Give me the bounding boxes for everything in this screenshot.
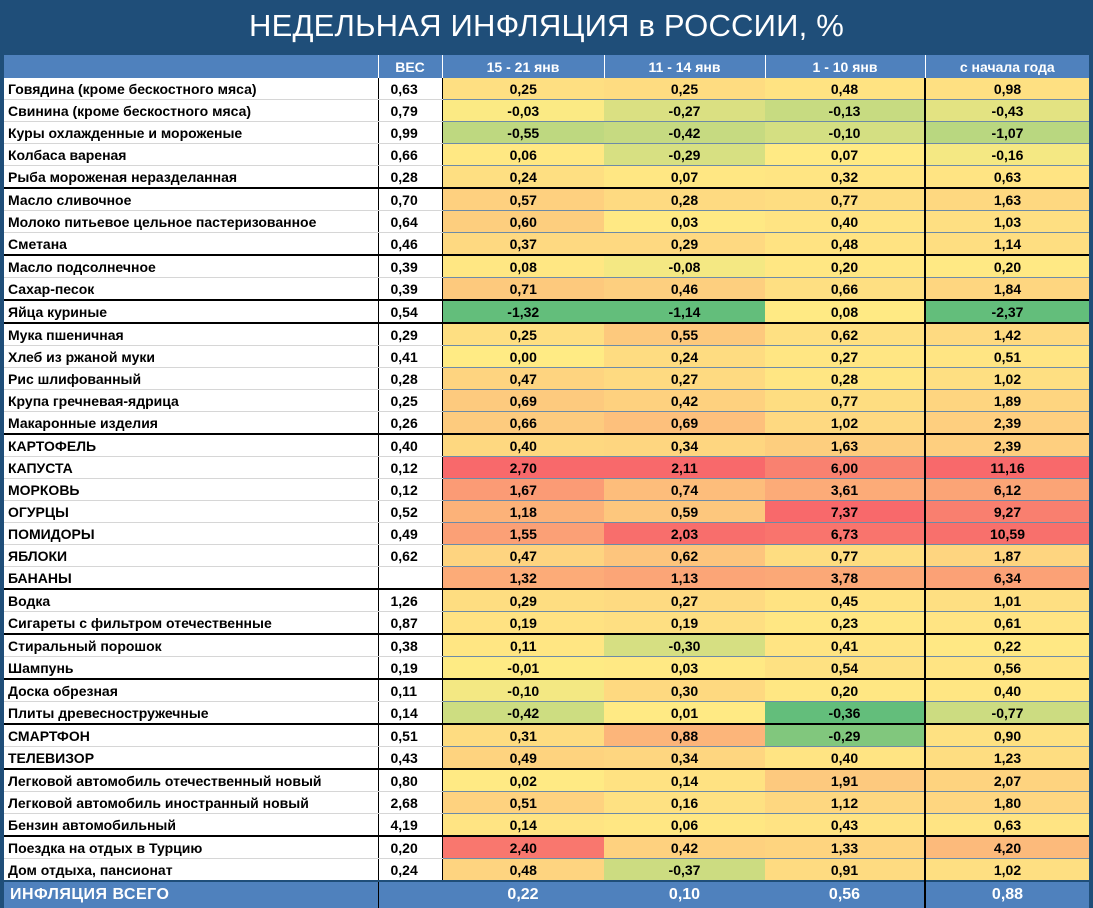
table-row (4, 657, 1089, 680)
heatmap-cell-week-1: 0,77 (765, 188, 925, 211)
row-weight: 0,12 (378, 457, 442, 479)
heatmap-cell-week-3: 2,70 (442, 457, 604, 479)
heatmap-cell-week-1: 0,43 (765, 814, 925, 837)
row-weight: 0,29 (378, 323, 442, 346)
row-weight: 0,24 (378, 859, 442, 882)
heatmap-cell-week-3: -0,01 (442, 657, 604, 680)
heatmap-cell-ytd: 0,40 (925, 679, 1089, 702)
table-row (4, 634, 1089, 657)
heatmap-cell-ytd: 1,89 (925, 390, 1089, 412)
row-name: ЯБЛОКИ (4, 545, 378, 567)
heatmap-cell-week-1: 1,91 (765, 769, 925, 792)
table-row (4, 346, 1089, 368)
heatmap-cell-week-1: 1,63 (765, 434, 925, 457)
row-name: Колбаса вареная (4, 144, 378, 166)
heatmap-cell-week-2: 0,28 (604, 188, 765, 211)
heatmap-cell-ytd: 0,56 (925, 657, 1089, 680)
table-row (4, 523, 1089, 545)
heatmap-cell-ytd: 1,63 (925, 188, 1089, 211)
heatmap-cell-week-3: 0,14 (442, 814, 604, 837)
header-week-3: 15 - 21 янв (442, 55, 604, 78)
heatmap-cell-week-1: 0,41 (765, 634, 925, 657)
heatmap-cell-week-3: 1,18 (442, 501, 604, 523)
row-name: ТЕЛЕВИЗОР (4, 747, 378, 770)
heatmap-cell-week-1: 0,07 (765, 144, 925, 166)
heatmap-cell-ytd: 0,90 (925, 724, 1089, 747)
row-name: КАПУСТА (4, 457, 378, 479)
row-name: МОРКОВЬ (4, 479, 378, 501)
row-name: Макаронные изделия (4, 412, 378, 435)
heatmap-cell-week-3: 0,47 (442, 545, 604, 567)
total-week-2: 0,10 (604, 881, 765, 908)
heatmap-cell-week-3: 0,37 (442, 233, 604, 256)
heatmap-cell-week-2: 0,24 (604, 346, 765, 368)
heatmap-cell-week-1: 0,48 (765, 78, 925, 100)
heatmap-cell-week-3: 0,19 (442, 612, 604, 635)
row-name: Сахар-песок (4, 278, 378, 301)
row-weight: 0,20 (378, 836, 442, 859)
table-row (4, 434, 1089, 457)
table-row (4, 78, 1089, 100)
heatmap-cell-week-1: 0,08 (765, 300, 925, 323)
table-row (4, 747, 1089, 770)
heatmap-cell-week-1: -0,10 (765, 122, 925, 144)
table-row (4, 188, 1089, 211)
row-weight: 0,49 (378, 523, 442, 545)
heatmap-cell-week-1: 0,77 (765, 390, 925, 412)
heatmap-cell-ytd: -0,43 (925, 100, 1089, 122)
heatmap-cell-week-1: 3,61 (765, 479, 925, 501)
table-row (4, 166, 1089, 189)
total-weight (378, 881, 442, 908)
row-weight: 0,80 (378, 769, 442, 792)
row-weight: 0,41 (378, 346, 442, 368)
row-weight: 0,12 (378, 479, 442, 501)
row-weight: 0,38 (378, 634, 442, 657)
row-weight: 0,62 (378, 545, 442, 567)
heatmap-cell-week-1: 0,62 (765, 323, 925, 346)
row-name: Яйца куриные (4, 300, 378, 323)
heatmap-cell-week-2: 0,27 (604, 589, 765, 612)
heatmap-cell-ytd: 6,34 (925, 567, 1089, 590)
row-weight: 0,43 (378, 747, 442, 770)
heatmap-cell-week-1: 0,91 (765, 859, 925, 882)
heatmap-cell-week-3: 0,71 (442, 278, 604, 301)
table-row (4, 100, 1089, 122)
row-name: Легковой автомобиль отечественный новый (4, 769, 378, 792)
heatmap-cell-week-2: 0,42 (604, 836, 765, 859)
heatmap-cell-ytd: 1,87 (925, 545, 1089, 567)
total-week-1: 0,56 (765, 881, 925, 908)
row-weight: 0,64 (378, 211, 442, 233)
heatmap-cell-week-3: 0,29 (442, 589, 604, 612)
row-name: Молоко питьевое цельное пастеризованное (4, 211, 378, 233)
heatmap-cell-week-1: 0,28 (765, 368, 925, 390)
row-name: Масло подсолнечное (4, 255, 378, 278)
heatmap-cell-week-1: -0,29 (765, 724, 925, 747)
row-weight: 0,70 (378, 188, 442, 211)
heatmap-cell-week-3: 0,08 (442, 255, 604, 278)
heatmap-cell-week-1: 0,27 (765, 346, 925, 368)
heatmap-cell-week-3: 0,48 (442, 859, 604, 882)
row-weight: 0,19 (378, 657, 442, 680)
heatmap-cell-week-1: 0,66 (765, 278, 925, 301)
heatmap-cell-week-3: 0,00 (442, 346, 604, 368)
row-weight: 0,26 (378, 412, 442, 435)
heatmap-cell-week-2: -1,14 (604, 300, 765, 323)
heatmap-cell-ytd: 9,27 (925, 501, 1089, 523)
row-weight: 4,19 (378, 814, 442, 837)
heatmap-cell-week-1: 1,33 (765, 836, 925, 859)
table-row (4, 278, 1089, 301)
heatmap-cell-ytd: 2,39 (925, 412, 1089, 435)
table-row (4, 679, 1089, 702)
heatmap-cell-week-2: -0,08 (604, 255, 765, 278)
heatmap-cell-week-2: 0,03 (604, 211, 765, 233)
heatmap-cell-week-1: 7,37 (765, 501, 925, 523)
row-name: Свинина (кроме бескостного мяса) (4, 100, 378, 122)
heatmap-cell-week-2: -0,29 (604, 144, 765, 166)
heatmap-cell-week-3: 0,66 (442, 412, 604, 435)
heatmap-cell-ytd: 1,84 (925, 278, 1089, 301)
table-row (4, 479, 1089, 501)
heatmap-cell-ytd: 0,63 (925, 814, 1089, 837)
table-row (4, 300, 1089, 323)
row-weight: 0,14 (378, 702, 442, 725)
table-row (4, 368, 1089, 390)
table-row (4, 323, 1089, 346)
heatmap-cell-week-1: 1,12 (765, 792, 925, 814)
row-weight: 0,46 (378, 233, 442, 256)
heatmap-cell-week-2: 2,03 (604, 523, 765, 545)
heatmap-cell-week-1: -0,36 (765, 702, 925, 725)
heatmap-cell-ytd: 1,23 (925, 747, 1089, 770)
heatmap-cell-ytd: -0,77 (925, 702, 1089, 725)
header-week-2: 11 - 14 янв (604, 55, 765, 78)
row-weight: 0,28 (378, 368, 442, 390)
row-name: Мука пшеничная (4, 323, 378, 346)
chart-title: НЕДЕЛЬНАЯ ИНФЛЯЦИЯ в РОССИИ, % (0, 0, 1093, 52)
heatmap-cell-ytd: 0,63 (925, 166, 1089, 189)
row-name: ПОМИДОРЫ (4, 523, 378, 545)
heatmap-cell-week-2: 0,30 (604, 679, 765, 702)
table-row (4, 702, 1089, 725)
heatmap-cell-week-3: 0,02 (442, 769, 604, 792)
heatmap-cell-week-3: -0,55 (442, 122, 604, 144)
heatmap-cell-week-3: 0,40 (442, 434, 604, 457)
row-weight: 0,11 (378, 679, 442, 702)
row-weight: 0,54 (378, 300, 442, 323)
table-row (4, 122, 1089, 144)
heatmap-cell-ytd: 1,02 (925, 368, 1089, 390)
heatmap-cell-week-3: 0,25 (442, 78, 604, 100)
heatmap-cell-week-2: 0,01 (604, 702, 765, 725)
heatmap-cell-week-2: 0,19 (604, 612, 765, 635)
table-row (4, 211, 1089, 233)
heatmap-cell-week-1: 3,78 (765, 567, 925, 590)
heatmap-cell-week-2: 1,13 (604, 567, 765, 590)
heatmap-cell-week-2: 0,34 (604, 434, 765, 457)
row-name: Поездка на отдых в Турцию (4, 836, 378, 859)
heatmap-cell-week-2: 0,06 (604, 814, 765, 837)
heatmap-cell-week-3: -1,32 (442, 300, 604, 323)
row-name: КАРТОФЕЛЬ (4, 434, 378, 457)
heatmap-cell-week-2: 0,74 (604, 479, 765, 501)
heatmap-cell-ytd: -2,37 (925, 300, 1089, 323)
total-ytd: 0,88 (925, 881, 1089, 908)
heatmap-cell-ytd: -1,07 (925, 122, 1089, 144)
heatmap-cell-ytd: 1,80 (925, 792, 1089, 814)
row-weight: 0,99 (378, 122, 442, 144)
total-week-3: 0,22 (442, 881, 604, 908)
table-row (4, 233, 1089, 256)
row-weight (378, 567, 442, 590)
heatmap-cell-week-2: 0,07 (604, 166, 765, 189)
row-name: Куры охлажденные и мороженые (4, 122, 378, 144)
heatmap-cell-ytd: 0,98 (925, 78, 1089, 100)
heatmap-cell-week-1: 6,00 (765, 457, 925, 479)
heatmap-cell-ytd: 1,02 (925, 859, 1089, 882)
heatmap-cell-ytd: 1,14 (925, 233, 1089, 256)
row-name: Плиты древесностружечные (4, 702, 378, 725)
table-body (4, 78, 1089, 881)
heatmap-cell-week-3: -0,03 (442, 100, 604, 122)
row-name: СМАРТФОН (4, 724, 378, 747)
heatmap-cell-week-1: 0,40 (765, 747, 925, 770)
heatmap-cell-week-2: -0,30 (604, 634, 765, 657)
row-weight: 0,79 (378, 100, 442, 122)
header-weight: ВЕС (378, 55, 442, 78)
table-row (4, 545, 1089, 567)
heatmap-cell-week-3: 0,11 (442, 634, 604, 657)
heatmap-cell-ytd: 0,20 (925, 255, 1089, 278)
row-name: Стиральный порошок (4, 634, 378, 657)
heatmap-cell-week-3: -0,42 (442, 702, 604, 725)
heatmap-cell-week-3: 0,06 (442, 144, 604, 166)
heatmap-cell-week-2: 0,42 (604, 390, 765, 412)
row-weight: 0,51 (378, 724, 442, 747)
heatmap-cell-week-1: 0,48 (765, 233, 925, 256)
heatmap-cell-week-3: 0,25 (442, 323, 604, 346)
heatmap-cell-week-3: 0,60 (442, 211, 604, 233)
heatmap-cell-week-3: -0,10 (442, 679, 604, 702)
row-name: Водка (4, 589, 378, 612)
table-row (4, 769, 1089, 792)
heatmap-cell-week-2: 0,59 (604, 501, 765, 523)
heatmap-cell-week-2: 0,62 (604, 545, 765, 567)
heatmap-cell-week-2: -0,37 (604, 859, 765, 882)
row-name: Хлеб из ржаной муки (4, 346, 378, 368)
heatmap-cell-week-2: -0,42 (604, 122, 765, 144)
heatmap-cell-week-1: 0,40 (765, 211, 925, 233)
heatmap-cell-week-1: 0,23 (765, 612, 925, 635)
heatmap-cell-week-2: 0,55 (604, 323, 765, 346)
table-row (4, 814, 1089, 837)
heatmap-cell-week-1: 0,20 (765, 679, 925, 702)
table-row (4, 144, 1089, 166)
heatmap-cell-ytd: 0,22 (925, 634, 1089, 657)
heatmap-cell-ytd: 1,03 (925, 211, 1089, 233)
heatmap-cell-ytd: 6,12 (925, 479, 1089, 501)
heatmap-cell-week-1: 0,20 (765, 255, 925, 278)
table-row (4, 792, 1089, 814)
heatmap-cell-ytd: 1,01 (925, 589, 1089, 612)
row-name: Говядина (кроме бескостного мяса) (4, 78, 378, 100)
row-weight: 0,40 (378, 434, 442, 457)
heatmap-cell-week-2: 0,14 (604, 769, 765, 792)
table-row (4, 390, 1089, 412)
row-name: Рыба мороженая неразделанная (4, 166, 378, 189)
row-weight: 0,52 (378, 501, 442, 523)
row-weight: 0,87 (378, 612, 442, 635)
row-name: Шампунь (4, 657, 378, 680)
total-row (4, 881, 1089, 908)
heatmap-cell-week-3: 1,67 (442, 479, 604, 501)
table-row (4, 724, 1089, 747)
heatmap-cell-week-2: 0,03 (604, 657, 765, 680)
heatmap-cell-week-1: 0,32 (765, 166, 925, 189)
heatmap-cell-week-1: 1,02 (765, 412, 925, 435)
table-row (4, 457, 1089, 479)
row-weight: 0,25 (378, 390, 442, 412)
heatmap-cell-week-3: 1,55 (442, 523, 604, 545)
heatmap-cell-week-2: 0,88 (604, 724, 765, 747)
row-name: Доска обрезная (4, 679, 378, 702)
heatmap-cell-week-2: 0,69 (604, 412, 765, 435)
heatmap-cell-week-2: 0,27 (604, 368, 765, 390)
heatmap-cell-week-3: 0,69 (442, 390, 604, 412)
row-name: Сигареты с фильтром отечественные (4, 612, 378, 635)
heatmap-cell-week-3: 0,47 (442, 368, 604, 390)
heatmap-cell-week-3: 0,49 (442, 747, 604, 770)
row-name: ОГУРЦЫ (4, 501, 378, 523)
heatmap-cell-ytd: 2,39 (925, 434, 1089, 457)
table-row (4, 589, 1089, 612)
heatmap-cell-week-1: 0,54 (765, 657, 925, 680)
heatmap-cell-week-2: 0,29 (604, 233, 765, 256)
row-name: Масло сливочное (4, 188, 378, 211)
heatmap-cell-week-3: 2,40 (442, 836, 604, 859)
row-weight: 0,66 (378, 144, 442, 166)
heatmap-cell-week-3: 0,31 (442, 724, 604, 747)
header-name (4, 55, 378, 78)
table-row (4, 255, 1089, 278)
table-row (4, 612, 1089, 635)
heatmap-cell-ytd: 1,42 (925, 323, 1089, 346)
heatmap-cell-week-2: 2,11 (604, 457, 765, 479)
heatmap-cell-week-3: 0,24 (442, 166, 604, 189)
heatmap-cell-ytd: 11,16 (925, 457, 1089, 479)
heatmap-cell-week-2: 0,34 (604, 747, 765, 770)
heatmap-cell-week-3: 0,51 (442, 792, 604, 814)
inflation-table (4, 55, 1089, 908)
header-ytd: с начала года (925, 55, 1089, 78)
heatmap-cell-week-2: 0,46 (604, 278, 765, 301)
table-row (4, 412, 1089, 435)
header-row (4, 55, 1089, 78)
header-week-1: 1 - 10 янв (765, 55, 925, 78)
table-row (4, 567, 1089, 590)
row-name: Дом отдыха, пансионат (4, 859, 378, 882)
table-row (4, 501, 1089, 523)
row-name: Легковой автомобиль иностранный новый (4, 792, 378, 814)
heatmap-cell-week-1: -0,13 (765, 100, 925, 122)
row-name: Крупа гречневая-ядрица (4, 390, 378, 412)
heatmap-cell-ytd: 2,07 (925, 769, 1089, 792)
heatmap-cell-ytd: 10,59 (925, 523, 1089, 545)
row-weight: 0,63 (378, 78, 442, 100)
heatmap-cell-week-1: 0,45 (765, 589, 925, 612)
heatmap-cell-ytd: -0,16 (925, 144, 1089, 166)
heatmap-cell-week-3: 0,57 (442, 188, 604, 211)
row-name: Бензин автомобильный (4, 814, 378, 837)
heatmap-cell-week-1: 6,73 (765, 523, 925, 545)
heatmap-cell-week-2: 0,25 (604, 78, 765, 100)
total-label: ИНФЛЯЦИЯ ВСЕГО (4, 881, 378, 908)
row-name: Рис шлифованный (4, 368, 378, 390)
heatmap-cell-week-2: -0,27 (604, 100, 765, 122)
row-weight: 1,26 (378, 589, 442, 612)
heatmap-cell-ytd: 0,61 (925, 612, 1089, 635)
table-row (4, 836, 1089, 859)
heatmap-cell-ytd: 0,51 (925, 346, 1089, 368)
heatmap-cell-week-1: 0,77 (765, 545, 925, 567)
row-weight: 2,68 (378, 792, 442, 814)
row-weight: 0,39 (378, 255, 442, 278)
heatmap-cell-week-3: 1,32 (442, 567, 604, 590)
row-weight: 0,28 (378, 166, 442, 189)
heatmap-cell-ytd: 4,20 (925, 836, 1089, 859)
row-name: БАНАНЫ (4, 567, 378, 590)
heatmap-cell-week-2: 0,16 (604, 792, 765, 814)
row-weight: 0,39 (378, 278, 442, 301)
row-name: Сметана (4, 233, 378, 256)
